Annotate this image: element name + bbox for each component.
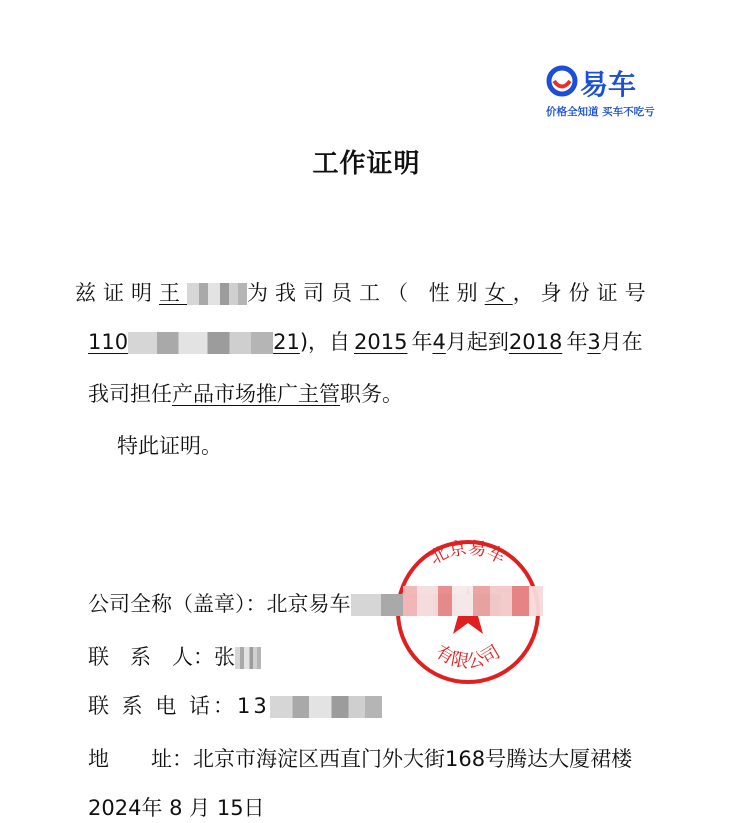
phone-line: [88, 692, 382, 720]
text: 我司担任: [88, 382, 172, 406]
paragraph-line-3: [88, 380, 403, 408]
text: )，自: [299, 330, 351, 354]
address-value: 北京市海淀区西直门外大街168号腾达大厦裙楼: [193, 747, 633, 771]
text: 月在: [600, 330, 643, 354]
seal-top-text: 北京易车: [426, 537, 509, 569]
seal-bottom-text: 有限公司: [431, 641, 504, 673]
address-label: 地 址：: [88, 747, 193, 771]
address-line: [88, 745, 632, 773]
employee-name: 王: [159, 281, 247, 305]
text: 月起到: [445, 330, 509, 354]
redacted-block: [403, 586, 543, 616]
contact-name: 张: [214, 645, 235, 669]
job-position: 产品市场推广主管: [172, 382, 340, 406]
logo-brand: 易车: [580, 68, 637, 101]
text: 为我司员工（ 性别: [247, 281, 485, 305]
issue-date: 2024年 8 月 15日: [88, 796, 265, 820]
company-label: 公司全称（盖章）：: [88, 592, 267, 616]
end-year: 2018: [508, 330, 563, 354]
start-month: 4: [432, 330, 446, 354]
logo-slogan: 价格全知道 买车不吃亏: [546, 106, 655, 118]
paragraph-line-1: [75, 279, 653, 307]
phone-label: 联 系 电 话：: [88, 694, 238, 718]
text: 年: [566, 330, 588, 354]
document-title: 工作证明: [312, 149, 421, 179]
id-number: 110 21: [88, 330, 300, 354]
phone-number: 13: [237, 694, 270, 718]
text: 职务。: [340, 382, 403, 406]
closing-text: 特此证明。: [117, 434, 222, 458]
company-name: 北京易车: [266, 592, 351, 616]
yiche-logo: [546, 64, 658, 124]
contact-label: 联 系 人：: [88, 645, 214, 669]
gender: 女: [484, 281, 513, 305]
text: 年: [411, 330, 433, 354]
start-year: 2015: [354, 330, 408, 354]
end-month: 3: [587, 330, 601, 354]
contact-line: [88, 643, 261, 671]
text: ，身份证号: [512, 281, 653, 305]
text: 兹证明: [75, 281, 159, 305]
paragraph-line-2: [88, 328, 643, 356]
